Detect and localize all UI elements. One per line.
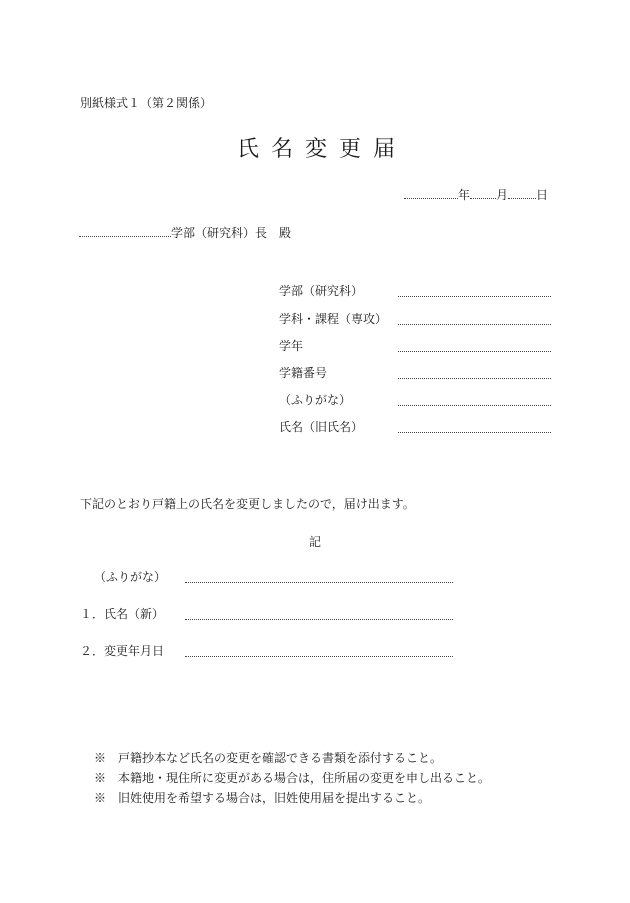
item-change-date-label: ２．変更年月日	[80, 644, 165, 658]
former-name-field[interactable]	[398, 432, 551, 433]
department-field[interactable]	[398, 324, 551, 325]
date-day-field[interactable]	[508, 187, 536, 199]
statement: 下記のとおり戸籍上の氏名を変更しましたので，届け出ます。	[80, 497, 415, 511]
addressee-line	[79, 225, 291, 240]
note-3: ※ 旧姓使用を希望する場合は，旧姓使用届を提出すること。	[94, 791, 431, 805]
faculty-name-field[interactable]	[79, 225, 171, 237]
form-code: 別紙様式１（第２関係）	[80, 96, 213, 110]
date-month-field[interactable]	[470, 187, 496, 199]
label-grade: 学年	[279, 339, 304, 353]
new-furigana-field[interactable]	[185, 582, 453, 583]
new-name-field[interactable]	[185, 619, 453, 620]
label-department: 学科・課程（専攻）	[279, 312, 388, 326]
label-student-id: 学籍番号	[279, 366, 328, 380]
date-year-field[interactable]	[404, 187, 458, 199]
item-furigana-label: （ふりがな）	[94, 570, 167, 584]
date-month-label: 月	[496, 188, 509, 202]
date-line	[404, 187, 548, 202]
student-id-field[interactable]	[398, 378, 551, 379]
note-1: ※ 戸籍抄本など氏名の変更を確認できる書類を添付すること。	[94, 751, 443, 765]
grade-field[interactable]	[398, 351, 551, 352]
ki-label: 記	[309, 535, 322, 549]
furigana-field[interactable]	[398, 405, 551, 406]
label-furigana: （ふりがな）	[279, 393, 352, 407]
date-year-label: 年	[458, 188, 471, 202]
label-former-name: 氏名（旧氏名）	[279, 420, 364, 434]
change-date-field[interactable]	[185, 656, 453, 657]
page-title: 氏名変更届	[237, 137, 408, 162]
addressee-label: 学部（研究科）長 殿	[171, 226, 292, 240]
date-day-label: 日	[536, 188, 549, 202]
note-2: ※ 本籍地・現住所に変更がある場合は，住所届の変更を申し出ること。	[94, 771, 491, 785]
faculty-field[interactable]	[398, 296, 551, 297]
item-new-name-label: １．氏名（新）	[80, 607, 165, 621]
label-faculty: 学部（研究科）	[279, 284, 364, 298]
